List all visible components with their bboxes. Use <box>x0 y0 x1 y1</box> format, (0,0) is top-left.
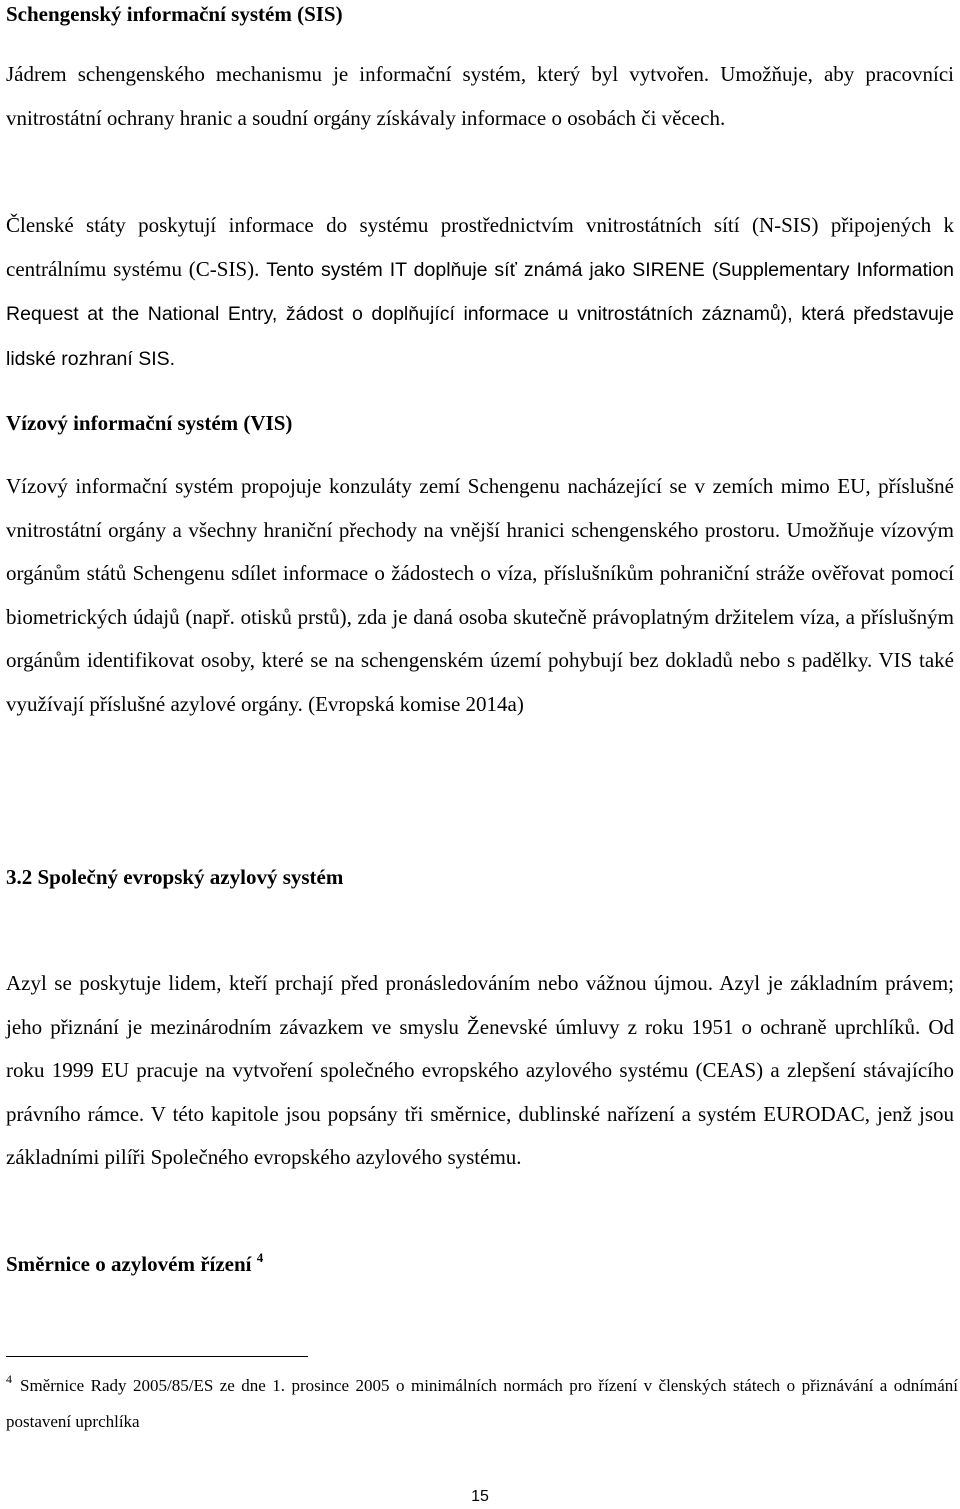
page-number: 15 <box>471 1488 489 1505</box>
footnote <box>6 1368 958 1440</box>
footnote-reference[interactable]: 4 <box>256 1250 264 1265</box>
heading-sis: Schengenský informační systém (SIS) <box>6 2 343 26</box>
footnote-text: Směrnice Rady 2005/85/ES ze dne 1. prosince 2005 o minimálních normách pro řízení v členských státech o přiznávání a odnímání postavení uprchlíka <box>6 1376 958 1431</box>
heading-vis: Vízový informační systém (VIS) <box>6 411 293 435</box>
paragraph-sis-intro: Jádrem schengenského mechanismu je informační systém, který byl vytvořen. Umožňuje, aby pracovníci vnitrostátní ochrany hranic a soudní orgány získávaly informace o osobách či věcech. <box>6 62 954 130</box>
heading-directive-text: Směrnice o azylovém řízení <box>6 1252 252 1276</box>
paragraph-sis-network <box>6 204 954 381</box>
heading-directive <box>6 1252 263 1276</box>
footnote-divider <box>6 1356 308 1357</box>
heading-ceas: 3.2 Společný evropský azylový systém <box>6 865 344 889</box>
paragraph-ceas: Azyl se poskytuje lidem, kteří prchají před pronásledováním nebo vážnou újmou. Azyl je základním právem; jeho přiznání je mezinárodním závazkem ve smyslu Ženevské úmluvy z roku 1951 o ochraně uprchlíků. Od roku 1999 EU pracuje na vytvoření společného evropského azylového systému (CEAS) a zlepšení stávajícího právního rámce. V této kapitole jsou popsány tři směrnice, dublinské nařízení a systém EURODAC, jenž jsou základními pilíři Společného evropského azylového systému. <box>6 971 954 1169</box>
footnote-number: 4 <box>6 1372 12 1386</box>
paragraph-vis: Vízový informační systém propojuje konzuláty zemí Schengenu nacházející se v zemích mimo EU, příslušné vnitrostátní orgány a všechny hraniční přechody na vnější hranici schengenského prostoru. Umožňuje vízovým orgánům států Schengenu sdílet informace o žádostech o víza, příslušníkům pohraniční stráže ověřovat pomocí biometrických údajů (např. otisků prstů), zda je daná osoba skutečně právoplatným držitelem víza, a příslušným orgánům identifikovat osoby, které se na schengenském území pohybují bez dokladů nebo s padělky. VIS také využívají příslušné azylové orgány. (Evropská komise 2014a) <box>6 474 954 716</box>
paragraph-sis-sirene: Tento systém IT doplňuje síť známá jako SIRENE (Supplementary Information Request at the National Entry, žádost o doplňující informace u vnitrostátních záznamů), která představuje lidské rozhraní SIS. <box>6 258 955 370</box>
paragraph-sis-network-serif: Členské státy poskytují informace do systému prostřednictvím vnitrostátních sítí (N-SIS) připojených k centrálnímu systému (C-SIS). <box>6 213 954 281</box>
